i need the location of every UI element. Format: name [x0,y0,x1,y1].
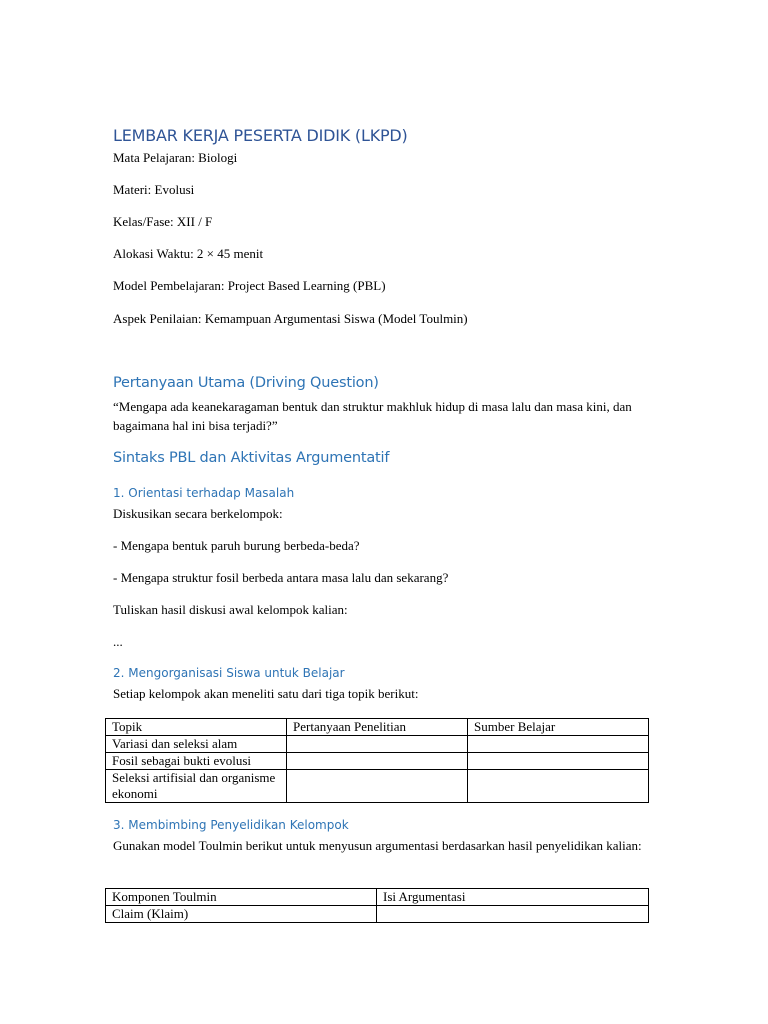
table-cell: Claim (Klaim) [106,906,377,923]
table-cell: Seleksi artifisial dan organisme ekonomi [106,770,287,803]
step1-line: - Mengapa bentuk paruh burung berbeda-beda? [113,538,360,553]
table-header-row [106,889,649,906]
step1-line: Diskusikan secara berkelompok: [113,506,283,521]
table-cell[interactable] [377,906,649,923]
table-header-cell: Sumber Belajar [468,719,649,736]
info-class: Kelas/Fase: XII / F [113,214,213,229]
driving-question-heading: Pertanyaan Utama (Driving Question) [113,375,379,391]
table-cell[interactable] [287,770,468,803]
table-row [106,770,649,803]
info-time: Alokasi Waktu: 2 × 45 menit [113,246,264,261]
table-header-cell: Pertanyaan Penelitian [287,719,468,736]
table-header-cell: Isi Argumentasi [377,889,649,906]
step3-heading: 3. Membimbing Penyelidikan Kelompok [113,818,349,832]
table-header-cell: Topik [106,719,287,736]
sintaks-heading: Sintaks PBL dan Aktivitas Argumentatif [113,450,390,466]
table-row [106,736,649,753]
document-title: LEMBAR KERJA PESERTA DIDIK (LKPD) [113,126,408,145]
table-cell: Variasi dan seleksi alam [106,736,287,753]
step2-intro: Setiap kelompok akan meneliti satu dari tiga topik berikut: [113,686,419,701]
step1-line: ... [113,634,123,649]
info-model: Model Pembelajaran: Project Based Learning (PBL) [113,278,386,293]
table-header-cell: Komponen Toulmin [106,889,377,906]
info-material: Materi: Evolusi [113,182,195,197]
topic-table [105,718,649,803]
step2-heading: 2. Mengorganisasi Siswa untuk Belajar [113,666,345,680]
driving-question-text: “Mengapa ada keanekaragaman bentuk dan struktur makhluk hidup di masa lalu dan masa kini, dan bagaimana hal ini bisa terjadi?” [113,399,632,433]
table-row [106,753,649,770]
info-subject: Mata Pelajaran: Biologi [113,150,238,165]
table-header-row [106,719,649,736]
table-cell[interactable] [468,770,649,803]
table-cell[interactable] [468,736,649,753]
info-assessment: Aspek Penilaian: Kemampuan Argumentasi Siswa (Model Toulmin) [113,311,468,326]
table-cell[interactable] [287,736,468,753]
table-cell: Fosil sebagai bukti evolusi [106,753,287,770]
toulmin-table [105,888,649,923]
table-cell[interactable] [468,753,649,770]
table-row [106,906,649,923]
step1-line: - Mengapa struktur fosil berbeda antara masa lalu dan sekarang? [113,570,449,585]
step1-line: Tuliskan hasil diskusi awal kelompok kalian: [113,602,348,617]
step1-heading: 1. Orientasi terhadap Masalah [113,486,295,500]
step3-intro: Gunakan model Toulmin berikut untuk menyusun argumentasi berdasarkan hasil penyelidikan kalian: [113,838,642,853]
table-cell[interactable] [287,753,468,770]
